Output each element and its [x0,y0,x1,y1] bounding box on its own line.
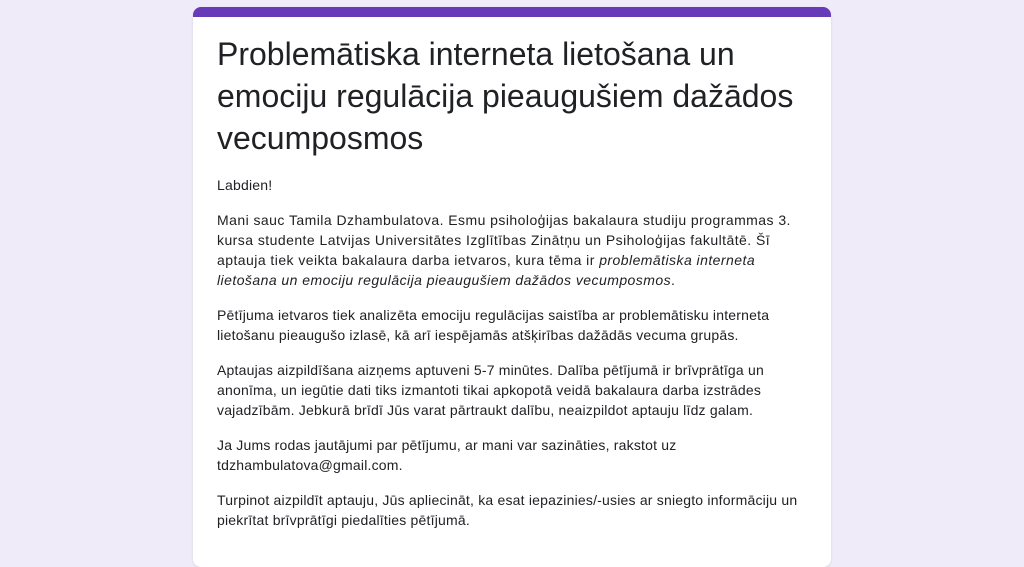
intro-topic-italic: problemātiska interneta lietošana un emociju regulācija pieaugušiem dažādos vecumposmos [217,252,756,288]
intro-text-end: . [671,272,676,288]
form-intro-paragraph [217,210,807,290]
form-title: Problemātiska interneta lietošana un emociju regulācija pieaugušiem dažādos vecumposmos [217,36,794,156]
form-research-scope: Pētījuma ietvaros tiek analizēta emociju regulācijas saistība ar problemātisku interneta lietošanu pieaugušo izlasē, kā arī iespējamās atšķirības dažādās vecuma grupās. [217,307,770,343]
intro-text: Mani sauc Tamila Dzhambulatova. Esmu psiholoģijas bakalaura studiju programmas 3. kursa studente Latvijas Universitātes Izglītības Zinātņu un Psiholoģijas fakultātē. Šī aptauja tiek veikta bakalaura darba ietvaros, kura tēma ir [217,212,791,268]
form-participation-info: Aptaujas aizpildīšana aizņems aptuveni 5-7 minūtes. Dalība pētījumā ir brīvprātīga un anonīma, un iegūtie dati tiks izmantoti tikai apkopotā veidā bakalaura darba izstrādes vajadzībām. Jebkurā brīdī Jūs varat pārtraukt dalību, neaizpildot aptauju līdz galam. [217,362,764,418]
form-consent-info: Turpinot aizpildīt aptauju, Jūs apliecināt, ka esat iepazinies/-usies ar sniegto informāciju un piekrītat brīvprātīgi piedalīties pētījumā. [217,492,798,528]
form-header-card [193,7,831,567]
form-greeting: Labdien! [217,177,273,193]
form-accent-bar [193,7,831,17]
form-header-body [193,17,831,530]
form-contact-info: Ja Jums rodas jautājumi par pētījumu, ar mani var sazināties, rakstot uz tdzhambulatova@gmail.com. [217,437,677,473]
form-description [217,175,807,530]
